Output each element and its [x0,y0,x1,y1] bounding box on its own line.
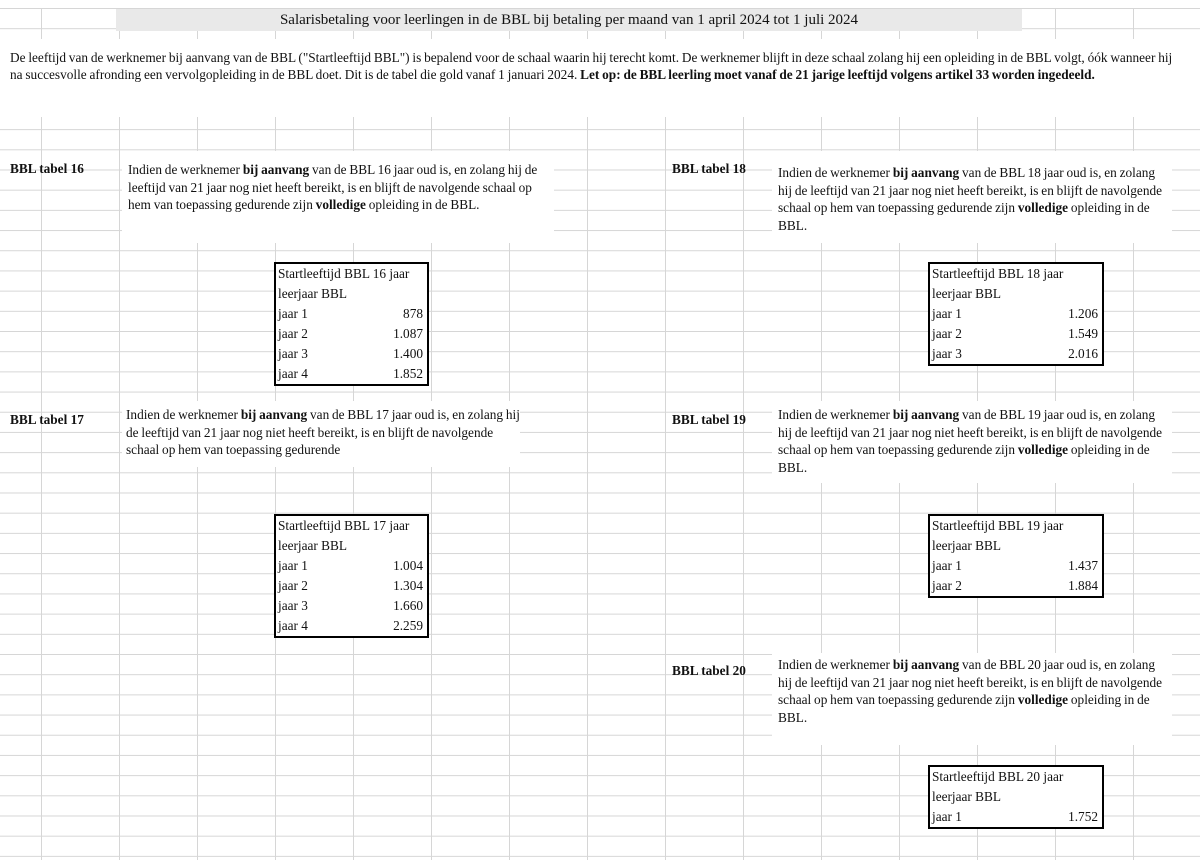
table-subheader: leerjaar BBL [932,286,1002,301]
desc-tabel-17: Indien de werknemer bij aanvang van de BBL 17 jaar oud is, en zolang hij de leeftijd van 21 jaar nog niet heeft bereikt, is en blijft de navolgende schaal op hem van toepassing gedurende [126,407,520,457]
salary-table-18 [928,262,1104,366]
table-row: jaar 1 1.437 [932,558,1098,573]
table-row: jaar 2 1.884 [932,578,1098,593]
table-row: jaar 3 2.016 [932,346,1098,361]
table-row: jaar 3 1.660 [278,598,423,613]
label-tabel-16: BBL tabel 16 [10,161,84,176]
table-header: Startleeftijd BBL 20 jaar [932,769,1064,784]
desc-tabel-16: Indien de werknemer bij aanvang van de BBL 16 jaar oud is, en zolang hij de leeftijd van 21 jaar nog niet heeft bereikt, is en blijft de navolgende schaal op hem van toepassing gedurende zijn volledige opleiding in de BBL. [128,162,538,212]
table-header: Startleeftijd BBL 18 jaar [932,266,1064,281]
salary-table-19 [928,514,1104,598]
table-row: jaar 1 1.206 [932,306,1098,321]
label-tabel-17: BBL tabel 17 [10,412,84,427]
page-title: Salarisbetaling voor leerlingen in de BBL bij betaling per maand van 1 april 2024 tot 1 juli 2024 [116,9,1022,31]
table-row: jaar 2 1.549 [932,326,1098,341]
table-row: jaar 4 2.259 [278,618,423,633]
label-tabel-18: BBL tabel 18 [672,161,746,176]
table-row: jaar 3 1.400 [278,346,423,361]
salary-table-17 [274,514,429,638]
table-row: jaar 1 1.752 [932,809,1098,824]
table-subheader: leerjaar BBL [932,538,1002,553]
intro-text: De leeftijd van de werknemer bij aanvang van de BBL ("Startleeftijd BBL") is bepalend voor de schaal waarin hij terecht komt. De werknemer blijft in deze schaal zolang hij een opleiding in de BBL volgt, óók wanneer hij na succesvolle afronding een vervolgopleiding in de BBL doet. Dit is de tabel die gold vanaf 1 januari 2024. [10,50,1173,82]
desc-tabel-20: Indien de werknemer bij aanvang van de BBL 20 jaar oud is, en zolang hij de leeftijd van 21 jaar nog niet heeft bereikt, is en blijft de navolgende schaal op hem van toepassing gedurende zijn volledige opleiding in de BBL. [778,657,1163,725]
table-row: jaar 1 1.004 [278,558,423,573]
desc-tabel-19: Indien de werknemer bij aanvang van de BBL 19 jaar oud is, en zolang hij de leeftijd van 21 jaar nog niet heeft bereikt, is en blijft de navolgende schaal op hem van toepassing gedurende zijn volledige opleiding in de BBL. [778,407,1163,475]
table-header: Startleeftijd BBL 17 jaar [278,518,410,533]
intro-paragraph [10,49,1180,83]
label-tabel-20: BBL tabel 20 [672,663,746,678]
salary-table-20 [928,765,1104,829]
table-header: Startleeftijd BBL 16 jaar [278,266,410,281]
table-header: Startleeftijd BBL 19 jaar [932,518,1064,533]
table-subheader: leerjaar BBL [932,789,1002,804]
desc-tabel-18: Indien de werknemer bij aanvang van de BBL 18 jaar oud is, en zolang hij de leeftijd van 21 jaar nog niet heeft bereikt, is en blijft de navolgende schaal op hem van toepassing gedurende zijn volledige opleiding in de BBL. [778,165,1163,233]
table-row: jaar 4 1.852 [278,366,423,381]
table-subheader: leerjaar BBL [278,286,348,301]
table-row: jaar 2 1.304 [278,578,423,593]
label-tabel-19: BBL tabel 19 [672,412,746,427]
salary-table-16 [274,262,429,386]
intro-warning: Let op: de BBL leerling moet vanaf de 21 jarige leeftijd volgens artikel 33 worden ingedeeld. [580,67,1095,82]
table-row: jaar 1 878 [278,306,423,321]
table-row: jaar 2 1.087 [278,326,423,341]
table-subheader: leerjaar BBL [278,538,348,553]
